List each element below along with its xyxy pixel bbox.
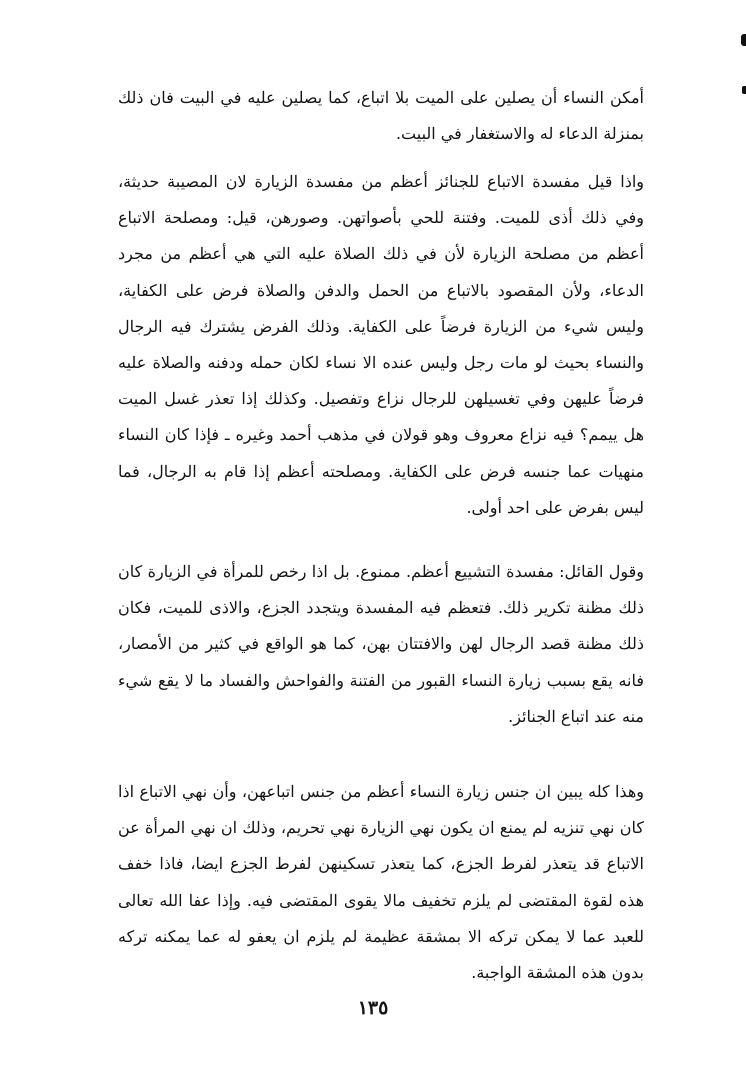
page-edge-mark [742,86,746,94]
page-edge-mark [741,34,746,46]
paragraph-2: واذا قيل مفسدة الاتباع للجنائز أعظم من مفسدة الزيارة لان المصيبة حديثة، وفي ذلك أذى للميت. وفتنة للحي بأصواتهن. وصورهن، قيل: ومصلحة الاتباع أعظم من مصلحة الزيارة لأن في ذلك الصلاة عليه التي هي أعظم من مجرد الدعاء، ولأن المقصود بالاتباع من الحمل والدفن والصلاة فرض على الكفاية، وليس شيء من الزيارة فرضاً على الكفاية. وذلك الفرض يشترك فيه الرجال والنساء بحيث لو مات رجل وليس عنده الا نساء لكان حمله ودفنه والصلاة عليه فرضاً عليهن وفي تغسيلهن للرجال نزاع وتفصيل. وكذلك إذا تعذر غسل الميت هل ييمم؟ فيه نزاع معروف وهو قولان في مذهب أحمد وغيره ـ فإذا كان النساء منهيات عما جنسه فرض على الكفاية. ومصلحته أعظم إذا قام به الرجال، فما ليس بفرض على احد أولى. [118,172,645,517]
page-number: ١٣٥ [357,997,389,1019]
paragraph-4: وهذا كله يبين ان جنس زيارة النساء أعظم من جنس اتباعهن، وأن نهي الاتباع اذا كان نهي تنزيه لم يمنع ان يكون نهي الزيارة نهي تحريم، وذلك ان نهي المرأة عن الاتباع قد يتعذر لفرط الجزع، كما يتعذر تسكينهن لفرط الجزع ايضا، فاذا خفف هذه لقوة المقتضى لم يلزم تخفيف مالا يقوى المقتضى فيه. وإذا عفا الله تعالى للعبد عما لا يمكن تركه الا بمشقة عظيمة لم يلزم ان يعفو له عما يمكنه تركه بدون هذه المشقة الواجبة. [118,782,645,983]
paragraph-1: أمكن النساء أن يصلين على الميت بلا اتباع، كما يصلين عليه في البيت فان ذلك بمنزلة الدعاء له والاستغفار في البيت. [118,88,644,144]
paragraph-3: وقول القائل: مفسدة التشييع أعظم. ممنوع. بل اذا رخص للمرأة في الزيارة كان ذلك مظنة تكرير ذلك. فتعظم فيه المفسدة ويتجدد الجزع، والاذى للميت، فكان ذلك مظنة قصد الرجال لهن والافتتان بهن، كما هو الواقع في كثير من الأمصار، فانه يقع بسبب زيارة النساء القبور من الفتنة والفواحش والفساد ما لا يقع شيء منه عند اتباع الجنائز. [118,562,644,726]
